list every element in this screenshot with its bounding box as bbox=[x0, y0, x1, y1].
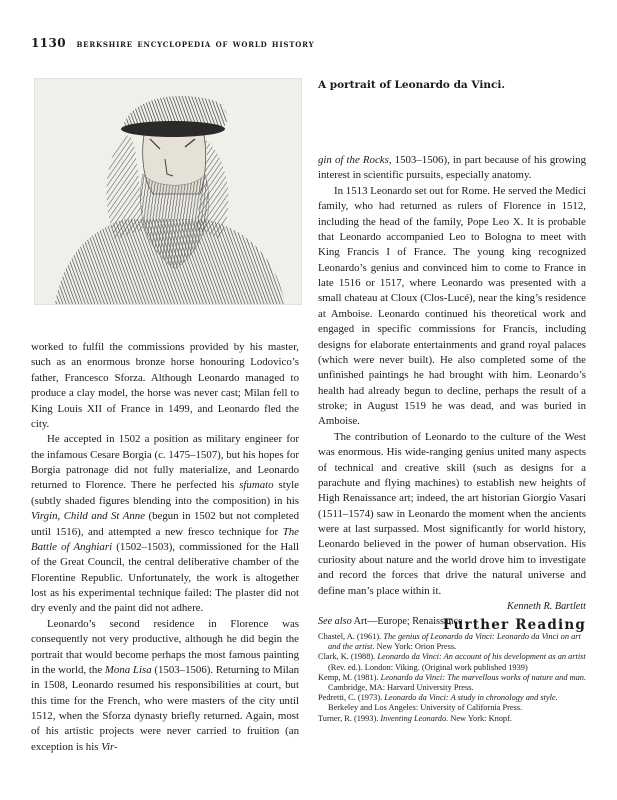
reference-item: Chastel, A. (1961). The genius of Leonardo da Vinci: Leonardo da Vinci on art and the artist. New York: Orion Press. bbox=[318, 632, 581, 652]
portrait-image bbox=[34, 78, 302, 305]
author-byline: Kenneth R. Bartlett bbox=[507, 600, 586, 612]
see-also: See also Art—Europe; Renaissance bbox=[318, 616, 463, 628]
page-number: 1130 bbox=[31, 36, 66, 50]
right-paragraph-1: gin of the Rocks, 1503–1506), in part because of his growing interest in scientific pursuits, especially anatomy. bbox=[318, 154, 586, 182]
left-paragraph-1: worked to fulfil the commissions provided by his master, such as an enormous bronze horse honouring Lodovico’s father, Francesco Sforza. Although Leonardo managed to produce a clay model, the horse was never cast; Milan fell to King Louis XII of France in 1499, and Leonardo fled the city. bbox=[31, 341, 299, 430]
reference-item: Clark, K. (1988). Leonardo da Vinci: An account of his development as an artist (Rev. ed.). London: Viking. (Original work published 1939) bbox=[318, 652, 586, 672]
figure-caption: A portrait of Leonardo da Vinci. bbox=[318, 79, 505, 91]
running-header bbox=[31, 36, 314, 50]
right-column bbox=[318, 153, 586, 630]
right-paragraph-3: The contribution of Leonardo to the culture of the West was enormous. His wide-ranging genius united many aspects of technical and creative skill (such as designs for a parachute and flying machines) to establish new heights of High Renaissance art; indeed, the art historian Giorgio Vasari (1511–1574) saw in Leonardo the moment when the ancients were at last surpassed. Most significantly for world history, Leonardo believed in the power of human observation. His curiosity about nature and the world drove him to investigate and record the forces that drive the natural universe and define man’s place within it. bbox=[318, 430, 586, 597]
left-paragraph-3: Leonardo’s second residence in Florence was consequently not very productive, although he did begin the portrait that would become perhaps the most famous painting in the world, the Mona Lisa (1503–1506). Returning to Milan in 1508, Leonardo resumed his responsibilities at court, but this time for the French, who were masters of the city until 1512, when the Sforza dynasty briefly returned. Again, most of his artistic projects were never carried to fruition (an exception is his Vir- bbox=[31, 617, 300, 753]
left-column bbox=[31, 340, 299, 755]
running-title: berkshire encyclopedia of world history bbox=[76, 38, 315, 50]
reference-item: Pedretti, C. (1973). Leonardo da Vinci: A study in chronology and style. Berkeley and Los Angeles: University of California Press. bbox=[318, 693, 558, 713]
reference-item: Turner, R. (1993). Inventing Leonardo. New York: Knopf. bbox=[318, 713, 512, 723]
right-paragraph-2: In 1513 Leonardo set out for Rome. He served the Medici family, who had returned as rulers of Florence in 1512, including the head of the family, Pope Leo X. It is probable that Leonardo accompanied Leo to Bologna to meet with King Francis I of France. The young king recognized Leonardo’s genius and convinced him to come to France in late 1516 or 1517, where Leonardo was presented with a small chateau at Cloux (Clos-Lucé), near the king’s residence at Amboise. Leonardo continued his theoretical work and engaged in specific commissions for Francis, including designs for elaborate entertainments and grand royal palaces (which were never built). He also completed some of the unfinished paintings he had brought with him. Leonardo’s health had already begun to decline, perhaps the result of a stroke; in August 1519 he was dead, and was buried in Amboise. bbox=[318, 184, 586, 428]
left-paragraph-2: He accepted in 1502 a position as military engineer for the infamous Cesare Borgia (c. 1475–1507), but his hopes for Borgia patronage did not fully materialize, and Leonardo returned to Florence. There he perfected his sfumato style (subtly shaded figures blending into the composition) in his Virgin, Child and St Anne (begun in 1502 but not completed until 1516), and attempted a new fresco technique for The Battle of Anghiari (1502–1503), commissioned for the Hall of the Great Council, the central deliberative chamber of the Florentine Republic. Unfortunately, the work is altogether lost as his experimental technique failed: The plaster did not dry evenly and the paint did not adhere. bbox=[31, 433, 299, 615]
further-reading-list bbox=[318, 632, 588, 724]
reference-item: Kemp, M. (1981). Leonardo da Vinci: The marvellous works of nature and man. Cambridge, MA: Harvard University Press. bbox=[318, 672, 587, 693]
further-reading-title: Further Reading bbox=[442, 617, 586, 633]
portrait-engraving bbox=[35, 79, 301, 304]
